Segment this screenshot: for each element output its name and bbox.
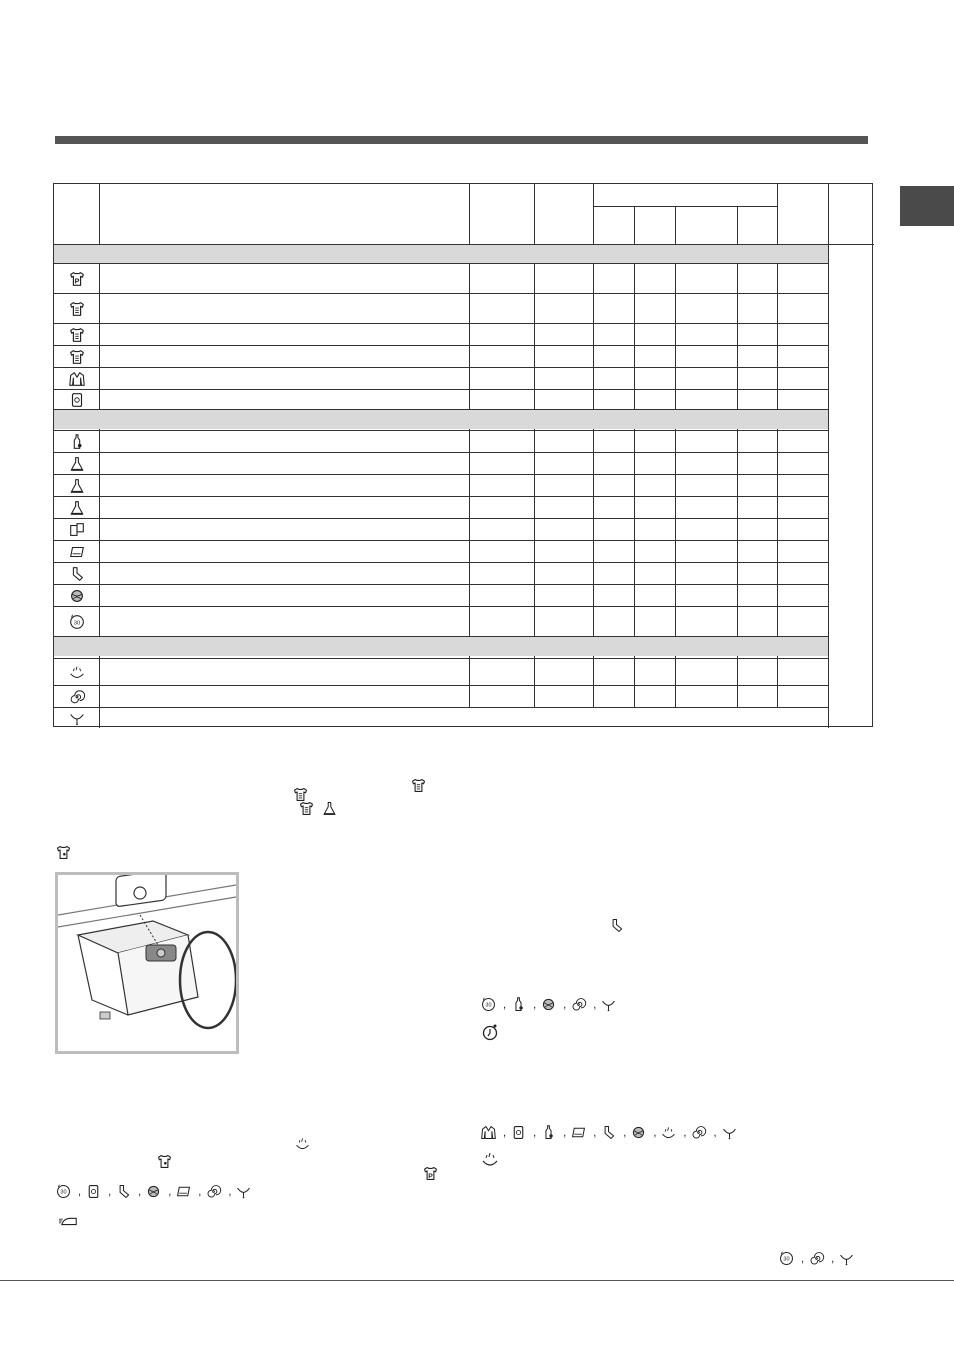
shirt-lines-icon bbox=[54, 294, 99, 323]
bottle-icon bbox=[510, 996, 527, 1013]
timer-30-icon bbox=[480, 996, 497, 1013]
rinse-icon bbox=[480, 1149, 506, 1169]
sock-icon bbox=[54, 563, 99, 584]
rinse-icon bbox=[54, 659, 99, 685]
bottle-icon bbox=[54, 431, 99, 452]
sock-icon bbox=[600, 1124, 617, 1141]
symbol-group-bottom: , , bbox=[778, 1250, 861, 1267]
spiral-icon bbox=[808, 1250, 825, 1267]
ball-icon bbox=[54, 585, 99, 606]
shirt-p-icon bbox=[54, 264, 99, 293]
drain-icon bbox=[600, 996, 617, 1013]
flask-icon bbox=[54, 497, 99, 518]
flask-icon bbox=[321, 800, 338, 817]
detergent-drawer-illustration bbox=[55, 872, 239, 1054]
drain-icon bbox=[235, 1183, 252, 1200]
section-band bbox=[54, 410, 828, 429]
stain-shirt-icon bbox=[156, 1153, 179, 1170]
timer-30-icon bbox=[54, 607, 99, 636]
language-tab bbox=[900, 186, 954, 226]
shirt-lines-icon bbox=[298, 800, 315, 817]
garments-icon bbox=[54, 519, 99, 540]
rinse-icon bbox=[660, 1124, 677, 1141]
jacket-icon bbox=[480, 1124, 497, 1141]
towel-icon bbox=[570, 1124, 587, 1141]
spiral-icon bbox=[690, 1124, 707, 1141]
ball-icon bbox=[145, 1183, 162, 1200]
ball-icon bbox=[540, 996, 557, 1013]
drain-icon bbox=[721, 1124, 738, 1141]
iron-icon bbox=[55, 1212, 89, 1230]
spiral-icon bbox=[570, 996, 587, 1013]
spiral-icon bbox=[54, 686, 99, 707]
footer-rule bbox=[0, 1280, 954, 1281]
flask-icon bbox=[54, 453, 99, 474]
drain-icon bbox=[54, 708, 99, 727]
timer-30-icon bbox=[55, 1183, 72, 1200]
wool-tag-icon bbox=[510, 1124, 527, 1141]
header-rule bbox=[55, 136, 868, 144]
wool-tag-icon bbox=[54, 390, 99, 409]
bottle-icon bbox=[540, 1124, 557, 1141]
drain-icon bbox=[838, 1250, 855, 1267]
sock-icon bbox=[115, 1183, 132, 1200]
ball-icon bbox=[630, 1124, 647, 1141]
spiral-icon bbox=[205, 1183, 222, 1200]
towel-icon bbox=[54, 541, 99, 562]
inline-symbol-pair bbox=[298, 800, 344, 817]
shirt-lines-icon bbox=[54, 346, 99, 367]
jacket-icon bbox=[54, 368, 99, 389]
shirt-lines-icon bbox=[54, 324, 99, 345]
section-band bbox=[54, 245, 828, 264]
shirt-p-icon bbox=[422, 1165, 445, 1182]
programme-table bbox=[53, 183, 873, 727]
sock-icon bbox=[608, 917, 631, 934]
symbol-group-cottons: , , , , bbox=[480, 996, 623, 1013]
stain-shirt-icon bbox=[55, 844, 78, 861]
flask-icon bbox=[54, 475, 99, 496]
symbol-group-stain-removal: , , , , , , bbox=[55, 1183, 258, 1200]
section-band bbox=[54, 637, 828, 656]
rinse-icon bbox=[294, 1135, 317, 1152]
timer-30-icon bbox=[778, 1250, 795, 1267]
symbol-group-extra-rinse: , , , , , , , , bbox=[480, 1124, 744, 1141]
shirt-lines-icon bbox=[410, 777, 433, 794]
towel-icon bbox=[175, 1183, 192, 1200]
delay-start-icon bbox=[480, 1022, 506, 1042]
wool-tag-icon bbox=[85, 1183, 102, 1200]
